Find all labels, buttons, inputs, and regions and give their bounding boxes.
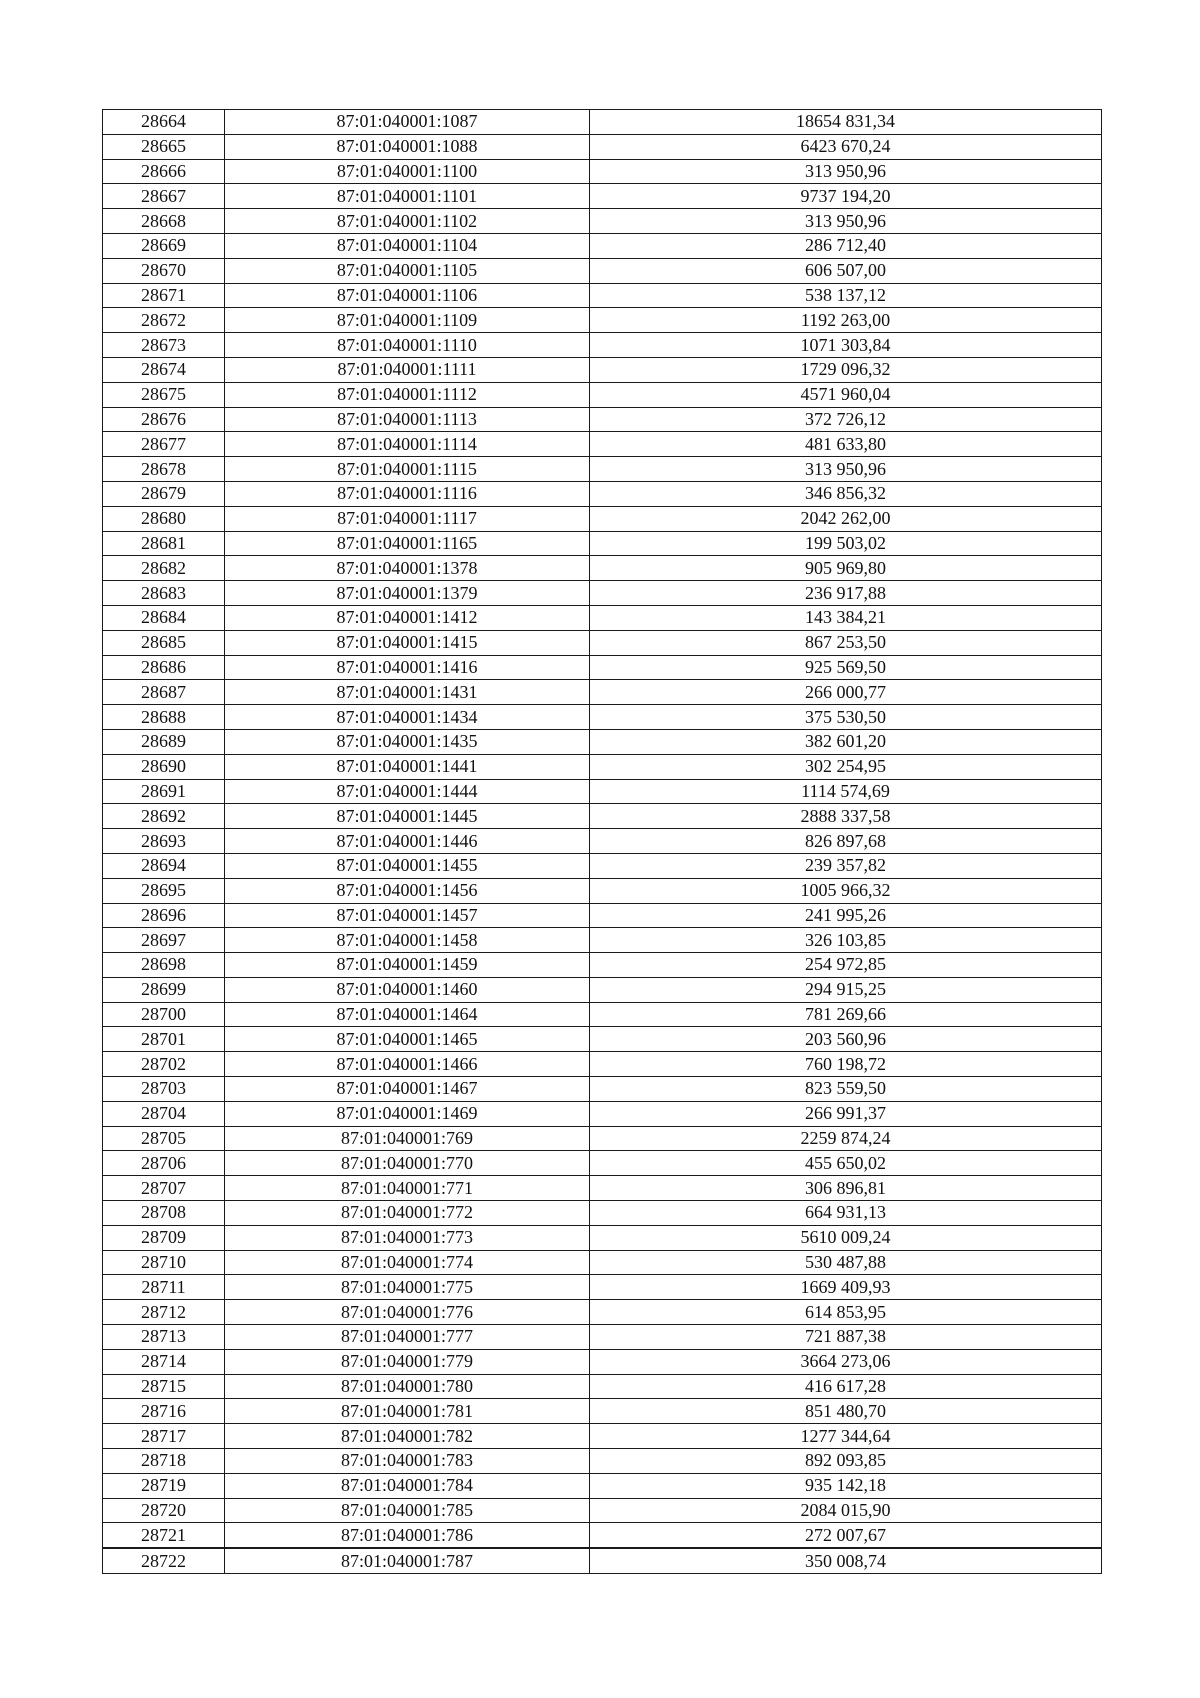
table-row <box>103 1449 1102 1474</box>
cadastral-number-cell: 87:01:040001:1467 <box>225 1077 590 1102</box>
cadastral-number-cell: 87:01:040001:1087 <box>225 110 590 135</box>
cadastral-number-cell: 87:01:040001:769 <box>225 1126 590 1151</box>
cadastral-number-cell: 87:01:040001:773 <box>225 1225 590 1250</box>
table-row <box>103 1275 1102 1300</box>
row-number-cell: 28692 <box>103 804 225 829</box>
table-row <box>103 457 1102 482</box>
row-number-cell: 28676 <box>103 407 225 432</box>
row-number-cell: 28716 <box>103 1399 225 1424</box>
cadastral-number-cell: 87:01:040001:779 <box>225 1349 590 1374</box>
cadastral-number-cell: 87:01:040001:1444 <box>225 779 590 804</box>
row-number-cell: 28687 <box>103 680 225 705</box>
table-row <box>103 357 1102 382</box>
row-number-cell: 28679 <box>103 481 225 506</box>
table-row <box>103 432 1102 457</box>
table-row <box>103 1176 1102 1201</box>
cadastral-number-cell: 87:01:040001:787 <box>225 1548 590 1573</box>
cadastral-number-cell: 87:01:040001:1102 <box>225 209 590 234</box>
cadastral-value-cell: 9737 194,20 <box>590 184 1102 209</box>
table-row <box>103 1101 1102 1126</box>
cadastral-value-cell: 867 253,50 <box>590 630 1102 655</box>
row-number-cell: 28684 <box>103 605 225 630</box>
cadastral-value-cell: 1114 574,69 <box>590 779 1102 804</box>
row-number-cell: 28666 <box>103 159 225 184</box>
cadastral-number-cell: 87:01:040001:1116 <box>225 481 590 506</box>
cadastral-number-cell: 87:01:040001:1446 <box>225 829 590 854</box>
table-row <box>103 407 1102 432</box>
cadastral-value-cell: 18654 831,34 <box>590 110 1102 135</box>
row-number-cell: 28678 <box>103 457 225 482</box>
cadastral-value-cell: 2084 015,90 <box>590 1498 1102 1523</box>
row-number-cell: 28695 <box>103 878 225 903</box>
cadastral-number-cell: 87:01:040001:1456 <box>225 878 590 903</box>
cadastral-number-cell: 87:01:040001:775 <box>225 1275 590 1300</box>
row-number-cell: 28664 <box>103 110 225 135</box>
row-number-cell: 28699 <box>103 977 225 1002</box>
row-number-cell: 28719 <box>103 1473 225 1498</box>
table-row <box>103 283 1102 308</box>
cadastral-value-cell: 266 000,77 <box>590 680 1102 705</box>
cadastral-value-cell: 6423 670,24 <box>590 134 1102 159</box>
cadastral-number-cell: 87:01:040001:1415 <box>225 630 590 655</box>
row-number-cell: 28710 <box>103 1250 225 1275</box>
row-number-cell: 28681 <box>103 531 225 556</box>
cadastral-number-cell: 87:01:040001:781 <box>225 1399 590 1424</box>
cadastral-number-cell: 87:01:040001:1117 <box>225 506 590 531</box>
table-row <box>103 928 1102 953</box>
table-row <box>103 630 1102 655</box>
cadastral-value-cell: 313 950,96 <box>590 159 1102 184</box>
row-number-cell: 28682 <box>103 556 225 581</box>
cadastral-value-cell: 382 601,20 <box>590 729 1102 754</box>
row-number-cell: 28722 <box>103 1548 225 1573</box>
row-number-cell: 28672 <box>103 308 225 333</box>
cadastral-number-cell: 87:01:040001:1445 <box>225 804 590 829</box>
cadastral-number-cell: 87:01:040001:1466 <box>225 1052 590 1077</box>
cadastral-number-cell: 87:01:040001:1465 <box>225 1027 590 1052</box>
table-row <box>103 382 1102 407</box>
cadastral-value-cell: 346 856,32 <box>590 481 1102 506</box>
cadastral-value-table <box>102 109 1102 1574</box>
table-row <box>103 531 1102 556</box>
cadastral-number-cell: 87:01:040001:1455 <box>225 853 590 878</box>
cadastral-number-cell: 87:01:040001:771 <box>225 1176 590 1201</box>
row-number-cell: 28670 <box>103 258 225 283</box>
table-row <box>103 1523 1102 1548</box>
row-number-cell: 28705 <box>103 1126 225 1151</box>
cadastral-value-cell: 143 384,21 <box>590 605 1102 630</box>
cadastral-number-cell: 87:01:040001:782 <box>225 1424 590 1449</box>
cadastral-number-cell: 87:01:040001:1460 <box>225 977 590 1002</box>
cadastral-number-cell: 87:01:040001:1104 <box>225 233 590 258</box>
row-number-cell: 28674 <box>103 357 225 382</box>
table-row <box>103 1325 1102 1350</box>
row-number-cell: 28689 <box>103 729 225 754</box>
row-number-cell: 28700 <box>103 1002 225 1027</box>
cadastral-value-cell: 4571 960,04 <box>590 382 1102 407</box>
table-row <box>103 754 1102 779</box>
cadastral-number-cell: 87:01:040001:1110 <box>225 333 590 358</box>
table-row <box>103 110 1102 135</box>
cadastral-number-cell: 87:01:040001:1101 <box>225 184 590 209</box>
row-number-cell: 28715 <box>103 1374 225 1399</box>
table-row <box>103 705 1102 730</box>
table-row <box>103 1424 1102 1449</box>
cadastral-value-cell: 254 972,85 <box>590 953 1102 978</box>
cadastral-value-cell: 1277 344,64 <box>590 1424 1102 1449</box>
cadastral-number-cell: 87:01:040001:1412 <box>225 605 590 630</box>
table-row <box>103 605 1102 630</box>
row-number-cell: 28718 <box>103 1449 225 1474</box>
table-row <box>103 481 1102 506</box>
cadastral-number-cell: 87:01:040001:783 <box>225 1449 590 1474</box>
cadastral-value-cell: 892 093,85 <box>590 1449 1102 1474</box>
cadastral-value-cell: 313 950,96 <box>590 209 1102 234</box>
table-row <box>103 953 1102 978</box>
row-number-cell: 28688 <box>103 705 225 730</box>
cadastral-value-cell: 614 853,95 <box>590 1300 1102 1325</box>
table-row <box>103 1349 1102 1374</box>
table-row <box>103 779 1102 804</box>
cadastral-value-cell: 266 991,37 <box>590 1101 1102 1126</box>
table-row <box>103 1126 1102 1151</box>
table-row <box>103 1399 1102 1424</box>
table-row <box>103 1548 1102 1573</box>
row-number-cell: 28712 <box>103 1300 225 1325</box>
cadastral-value-cell: 199 503,02 <box>590 531 1102 556</box>
row-number-cell: 28680 <box>103 506 225 531</box>
row-number-cell: 28713 <box>103 1325 225 1350</box>
table-row <box>103 233 1102 258</box>
table-row <box>103 680 1102 705</box>
cadastral-number-cell: 87:01:040001:1113 <box>225 407 590 432</box>
table-row <box>103 506 1102 531</box>
cadastral-value-cell: 302 254,95 <box>590 754 1102 779</box>
cadastral-value-cell: 350 008,74 <box>590 1548 1102 1573</box>
cadastral-number-cell: 87:01:040001:774 <box>225 1250 590 1275</box>
cadastral-value-cell: 481 633,80 <box>590 432 1102 457</box>
cadastral-value-cell: 2888 337,58 <box>590 804 1102 829</box>
row-number-cell: 28675 <box>103 382 225 407</box>
cadastral-value-cell: 664 931,13 <box>590 1201 1102 1226</box>
cadastral-number-cell: 87:01:040001:1434 <box>225 705 590 730</box>
cadastral-value-cell: 925 569,50 <box>590 655 1102 680</box>
table-row <box>103 134 1102 159</box>
cadastral-number-cell: 87:01:040001:777 <box>225 1325 590 1350</box>
row-number-cell: 28702 <box>103 1052 225 1077</box>
cadastral-number-cell: 87:01:040001:780 <box>225 1374 590 1399</box>
cadastral-value-cell: 826 897,68 <box>590 829 1102 854</box>
table-row <box>103 977 1102 1002</box>
row-number-cell: 28706 <box>103 1151 225 1176</box>
table-row <box>103 1300 1102 1325</box>
cadastral-value-cell: 313 950,96 <box>590 457 1102 482</box>
table-row <box>103 1027 1102 1052</box>
row-number-cell: 28711 <box>103 1275 225 1300</box>
row-number-cell: 28707 <box>103 1176 225 1201</box>
table-row <box>103 308 1102 333</box>
table-row <box>103 333 1102 358</box>
cadastral-value-cell: 416 617,28 <box>590 1374 1102 1399</box>
cadastral-number-cell: 87:01:040001:1106 <box>225 283 590 308</box>
row-number-cell: 28697 <box>103 928 225 953</box>
table-row <box>103 829 1102 854</box>
row-number-cell: 28701 <box>103 1027 225 1052</box>
table-row <box>103 878 1102 903</box>
table-row <box>103 184 1102 209</box>
table-row <box>103 1052 1102 1077</box>
cadastral-value-cell: 1192 263,00 <box>590 308 1102 333</box>
cadastral-number-cell: 87:01:040001:1441 <box>225 754 590 779</box>
cadastral-value-cell: 239 357,82 <box>590 853 1102 878</box>
cadastral-value-cell: 326 103,85 <box>590 928 1102 953</box>
cadastral-value-cell: 203 560,96 <box>590 1027 1102 1052</box>
row-number-cell: 28683 <box>103 581 225 606</box>
table-row <box>103 1473 1102 1498</box>
row-number-cell: 28720 <box>103 1498 225 1523</box>
row-number-cell: 28686 <box>103 655 225 680</box>
cadastral-number-cell: 87:01:040001:1458 <box>225 928 590 953</box>
cadastral-value-cell: 294 915,25 <box>590 977 1102 1002</box>
cadastral-value-cell: 1729 096,32 <box>590 357 1102 382</box>
cadastral-number-cell: 87:01:040001:1111 <box>225 357 590 382</box>
cadastral-number-cell: 87:01:040001:1100 <box>225 159 590 184</box>
cadastral-value-cell: 2259 874,24 <box>590 1126 1102 1151</box>
cadastral-value-cell: 3664 273,06 <box>590 1349 1102 1374</box>
row-number-cell: 28703 <box>103 1077 225 1102</box>
cadastral-number-cell: 87:01:040001:1464 <box>225 1002 590 1027</box>
table-row <box>103 729 1102 754</box>
table-row <box>103 903 1102 928</box>
cadastral-number-cell: 87:01:040001:1105 <box>225 258 590 283</box>
cadastral-number-cell: 87:01:040001:1165 <box>225 531 590 556</box>
row-number-cell: 28677 <box>103 432 225 457</box>
row-number-cell: 28693 <box>103 829 225 854</box>
table-row <box>103 1151 1102 1176</box>
row-number-cell: 28671 <box>103 283 225 308</box>
table-row <box>103 655 1102 680</box>
cadastral-number-cell: 87:01:040001:1112 <box>225 382 590 407</box>
table-row <box>103 804 1102 829</box>
table-row <box>103 159 1102 184</box>
row-number-cell: 28667 <box>103 184 225 209</box>
cadastral-value-cell: 781 269,66 <box>590 1002 1102 1027</box>
table-row <box>103 258 1102 283</box>
table-row <box>103 1077 1102 1102</box>
cadastral-value-cell: 2042 262,00 <box>590 506 1102 531</box>
cadastral-value-cell: 5610 009,24 <box>590 1225 1102 1250</box>
table-row <box>103 853 1102 878</box>
row-number-cell: 28665 <box>103 134 225 159</box>
cadastral-value-cell: 760 198,72 <box>590 1052 1102 1077</box>
table-row <box>103 1201 1102 1226</box>
cadastral-number-cell: 87:01:040001:1114 <box>225 432 590 457</box>
table-row <box>103 1374 1102 1399</box>
cadastral-value-cell: 455 650,02 <box>590 1151 1102 1176</box>
cadastral-value-cell: 538 137,12 <box>590 283 1102 308</box>
cadastral-value-cell: 606 507,00 <box>590 258 1102 283</box>
cadastral-number-cell: 87:01:040001:776 <box>225 1300 590 1325</box>
cadastral-number-cell: 87:01:040001:1416 <box>225 655 590 680</box>
cadastral-number-cell: 87:01:040001:1457 <box>225 903 590 928</box>
cadastral-value-cell: 306 896,81 <box>590 1176 1102 1201</box>
row-number-cell: 28717 <box>103 1424 225 1449</box>
table-row <box>103 556 1102 581</box>
table-body <box>103 110 1102 1574</box>
cadastral-number-cell: 87:01:040001:1431 <box>225 680 590 705</box>
row-number-cell: 28694 <box>103 853 225 878</box>
cadastral-number-cell: 87:01:040001:786 <box>225 1523 590 1548</box>
cadastral-number-cell: 87:01:040001:1115 <box>225 457 590 482</box>
cadastral-value-cell: 272 007,67 <box>590 1523 1102 1548</box>
cadastral-number-cell: 87:01:040001:1469 <box>225 1101 590 1126</box>
row-number-cell: 28690 <box>103 754 225 779</box>
cadastral-value-cell: 823 559,50 <box>590 1077 1102 1102</box>
cadastral-value-cell: 935 142,18 <box>590 1473 1102 1498</box>
cadastral-number-cell: 87:01:040001:1088 <box>225 134 590 159</box>
row-number-cell: 28698 <box>103 953 225 978</box>
row-number-cell: 28709 <box>103 1225 225 1250</box>
cadastral-value-cell: 530 487,88 <box>590 1250 1102 1275</box>
cadastral-value-cell: 375 530,50 <box>590 705 1102 730</box>
cadastral-value-cell: 721 887,38 <box>590 1325 1102 1350</box>
cadastral-number-cell: 87:01:040001:772 <box>225 1201 590 1226</box>
cadastral-value-cell: 241 995,26 <box>590 903 1102 928</box>
cadastral-number-cell: 87:01:040001:770 <box>225 1151 590 1176</box>
row-number-cell: 28691 <box>103 779 225 804</box>
cadastral-number-cell: 87:01:040001:785 <box>225 1498 590 1523</box>
row-number-cell: 28714 <box>103 1349 225 1374</box>
cadastral-number-cell: 87:01:040001:1379 <box>225 581 590 606</box>
cadastral-value-cell: 1669 409,93 <box>590 1275 1102 1300</box>
row-number-cell: 28668 <box>103 209 225 234</box>
row-number-cell: 28685 <box>103 630 225 655</box>
row-number-cell: 28673 <box>103 333 225 358</box>
row-number-cell: 28704 <box>103 1101 225 1126</box>
table-row <box>103 1002 1102 1027</box>
cadastral-value-cell: 851 480,70 <box>590 1399 1102 1424</box>
cadastral-value-cell: 286 712,40 <box>590 233 1102 258</box>
row-number-cell: 28721 <box>103 1523 225 1548</box>
table-row <box>103 581 1102 606</box>
cadastral-number-cell: 87:01:040001:784 <box>225 1473 590 1498</box>
cadastral-value-cell: 372 726,12 <box>590 407 1102 432</box>
table-row <box>103 209 1102 234</box>
cadastral-number-cell: 87:01:040001:1435 <box>225 729 590 754</box>
row-number-cell: 28708 <box>103 1201 225 1226</box>
row-number-cell: 28696 <box>103 903 225 928</box>
cadastral-value-cell: 1071 303,84 <box>590 333 1102 358</box>
table-row <box>103 1250 1102 1275</box>
table-row <box>103 1498 1102 1523</box>
cadastral-value-cell: 1005 966,32 <box>590 878 1102 903</box>
cadastral-number-cell: 87:01:040001:1459 <box>225 953 590 978</box>
cadastral-number-cell: 87:01:040001:1378 <box>225 556 590 581</box>
cadastral-value-cell: 236 917,88 <box>590 581 1102 606</box>
cadastral-number-cell: 87:01:040001:1109 <box>225 308 590 333</box>
cadastral-value-cell: 905 969,80 <box>590 556 1102 581</box>
row-number-cell: 28669 <box>103 233 225 258</box>
table-row <box>103 1225 1102 1250</box>
